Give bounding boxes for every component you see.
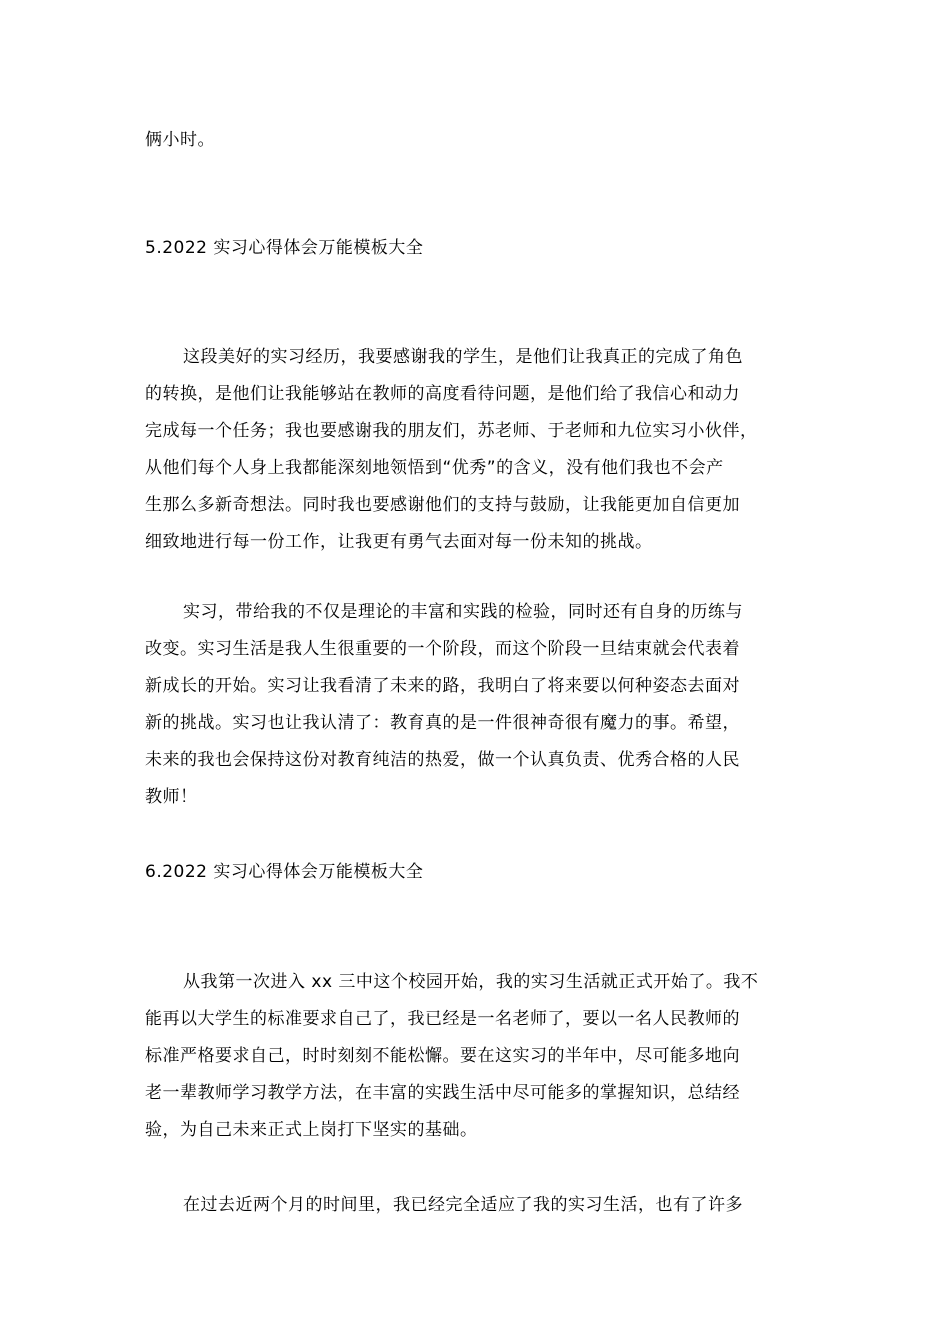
paragraph-line: 的转换，是他们让我能够站在教师的高度看待问题，是他们给了我信心和动力	[145, 384, 740, 404]
paragraph-line: 未来的我也会保持这份对教育纯洁的热爱，做一个认真负责、优秀合格的人民	[145, 750, 740, 770]
paragraph-line: 标准严格要求自己，时时刻刻不能松懈。要在这实习的半年中，尽可能多地向	[145, 1046, 740, 1066]
paragraph-line: 这段美好的实习经历，我要感谢我的学生，是他们让我真正的完成了角色	[183, 347, 743, 367]
section-heading-5: 5.2022 实习心得体会万能模板大全	[145, 238, 424, 258]
fragment-text: 俩小时。	[145, 130, 215, 150]
paragraph-line: 新的挑战。实习也让我认清了：教育真的是一件很神奇很有魔力的事。希望，	[145, 713, 740, 733]
paragraph-line: 教师！	[145, 787, 198, 807]
paragraph-line: 能再以大学生的标准要求自己了，我已经是一名老师了，要以一名人民教师的	[145, 1009, 740, 1029]
paragraph-line: 实习，带给我的不仅是理论的丰富和实践的检验，同时还有自身的历练与	[183, 602, 743, 622]
paragraph-line: 生那么多新奇想法。同时我也要感谢他们的支持与鼓励，让我能更加自信更加	[145, 495, 740, 515]
paragraph-line: 老一辈教师学习教学方法，在丰富的实践生活中尽可能多的掌握知识，总结经	[145, 1083, 740, 1103]
paragraph-line: 验，为自己未来正式上岗打下坚实的基础。	[145, 1120, 478, 1140]
section-heading-6: 6.2022 实习心得体会万能模板大全	[145, 862, 424, 882]
paragraph-line: 从他们每个人身上我都能深刻地领悟到“优秀”的含义，没有他们我也不会产	[145, 458, 724, 478]
paragraph-line: 从我第一次进入 xx 三中这个校园开始，我的实习生活就正式开始了。我不	[183, 972, 759, 992]
paragraph-line: 在过去近两个月的时间里，我已经完全适应了我的实习生活，也有了许多	[183, 1195, 743, 1215]
paragraph-line: 改变。实习生活是我人生很重要的一个阶段，而这个阶段一旦结束就会代表着	[145, 639, 740, 659]
paragraph-line: 完成每一个任务；我也要感谢我的朋友们，苏老师、于老师和九位实习小伙伴，	[145, 421, 758, 441]
paragraph-line: 细致地进行每一份工作，让我更有勇气去面对每一份未知的挑战。	[145, 532, 653, 552]
paragraph-line: 新成长的开始。实习让我看清了未来的路，我明白了将来要以何种姿态去面对	[145, 676, 740, 696]
